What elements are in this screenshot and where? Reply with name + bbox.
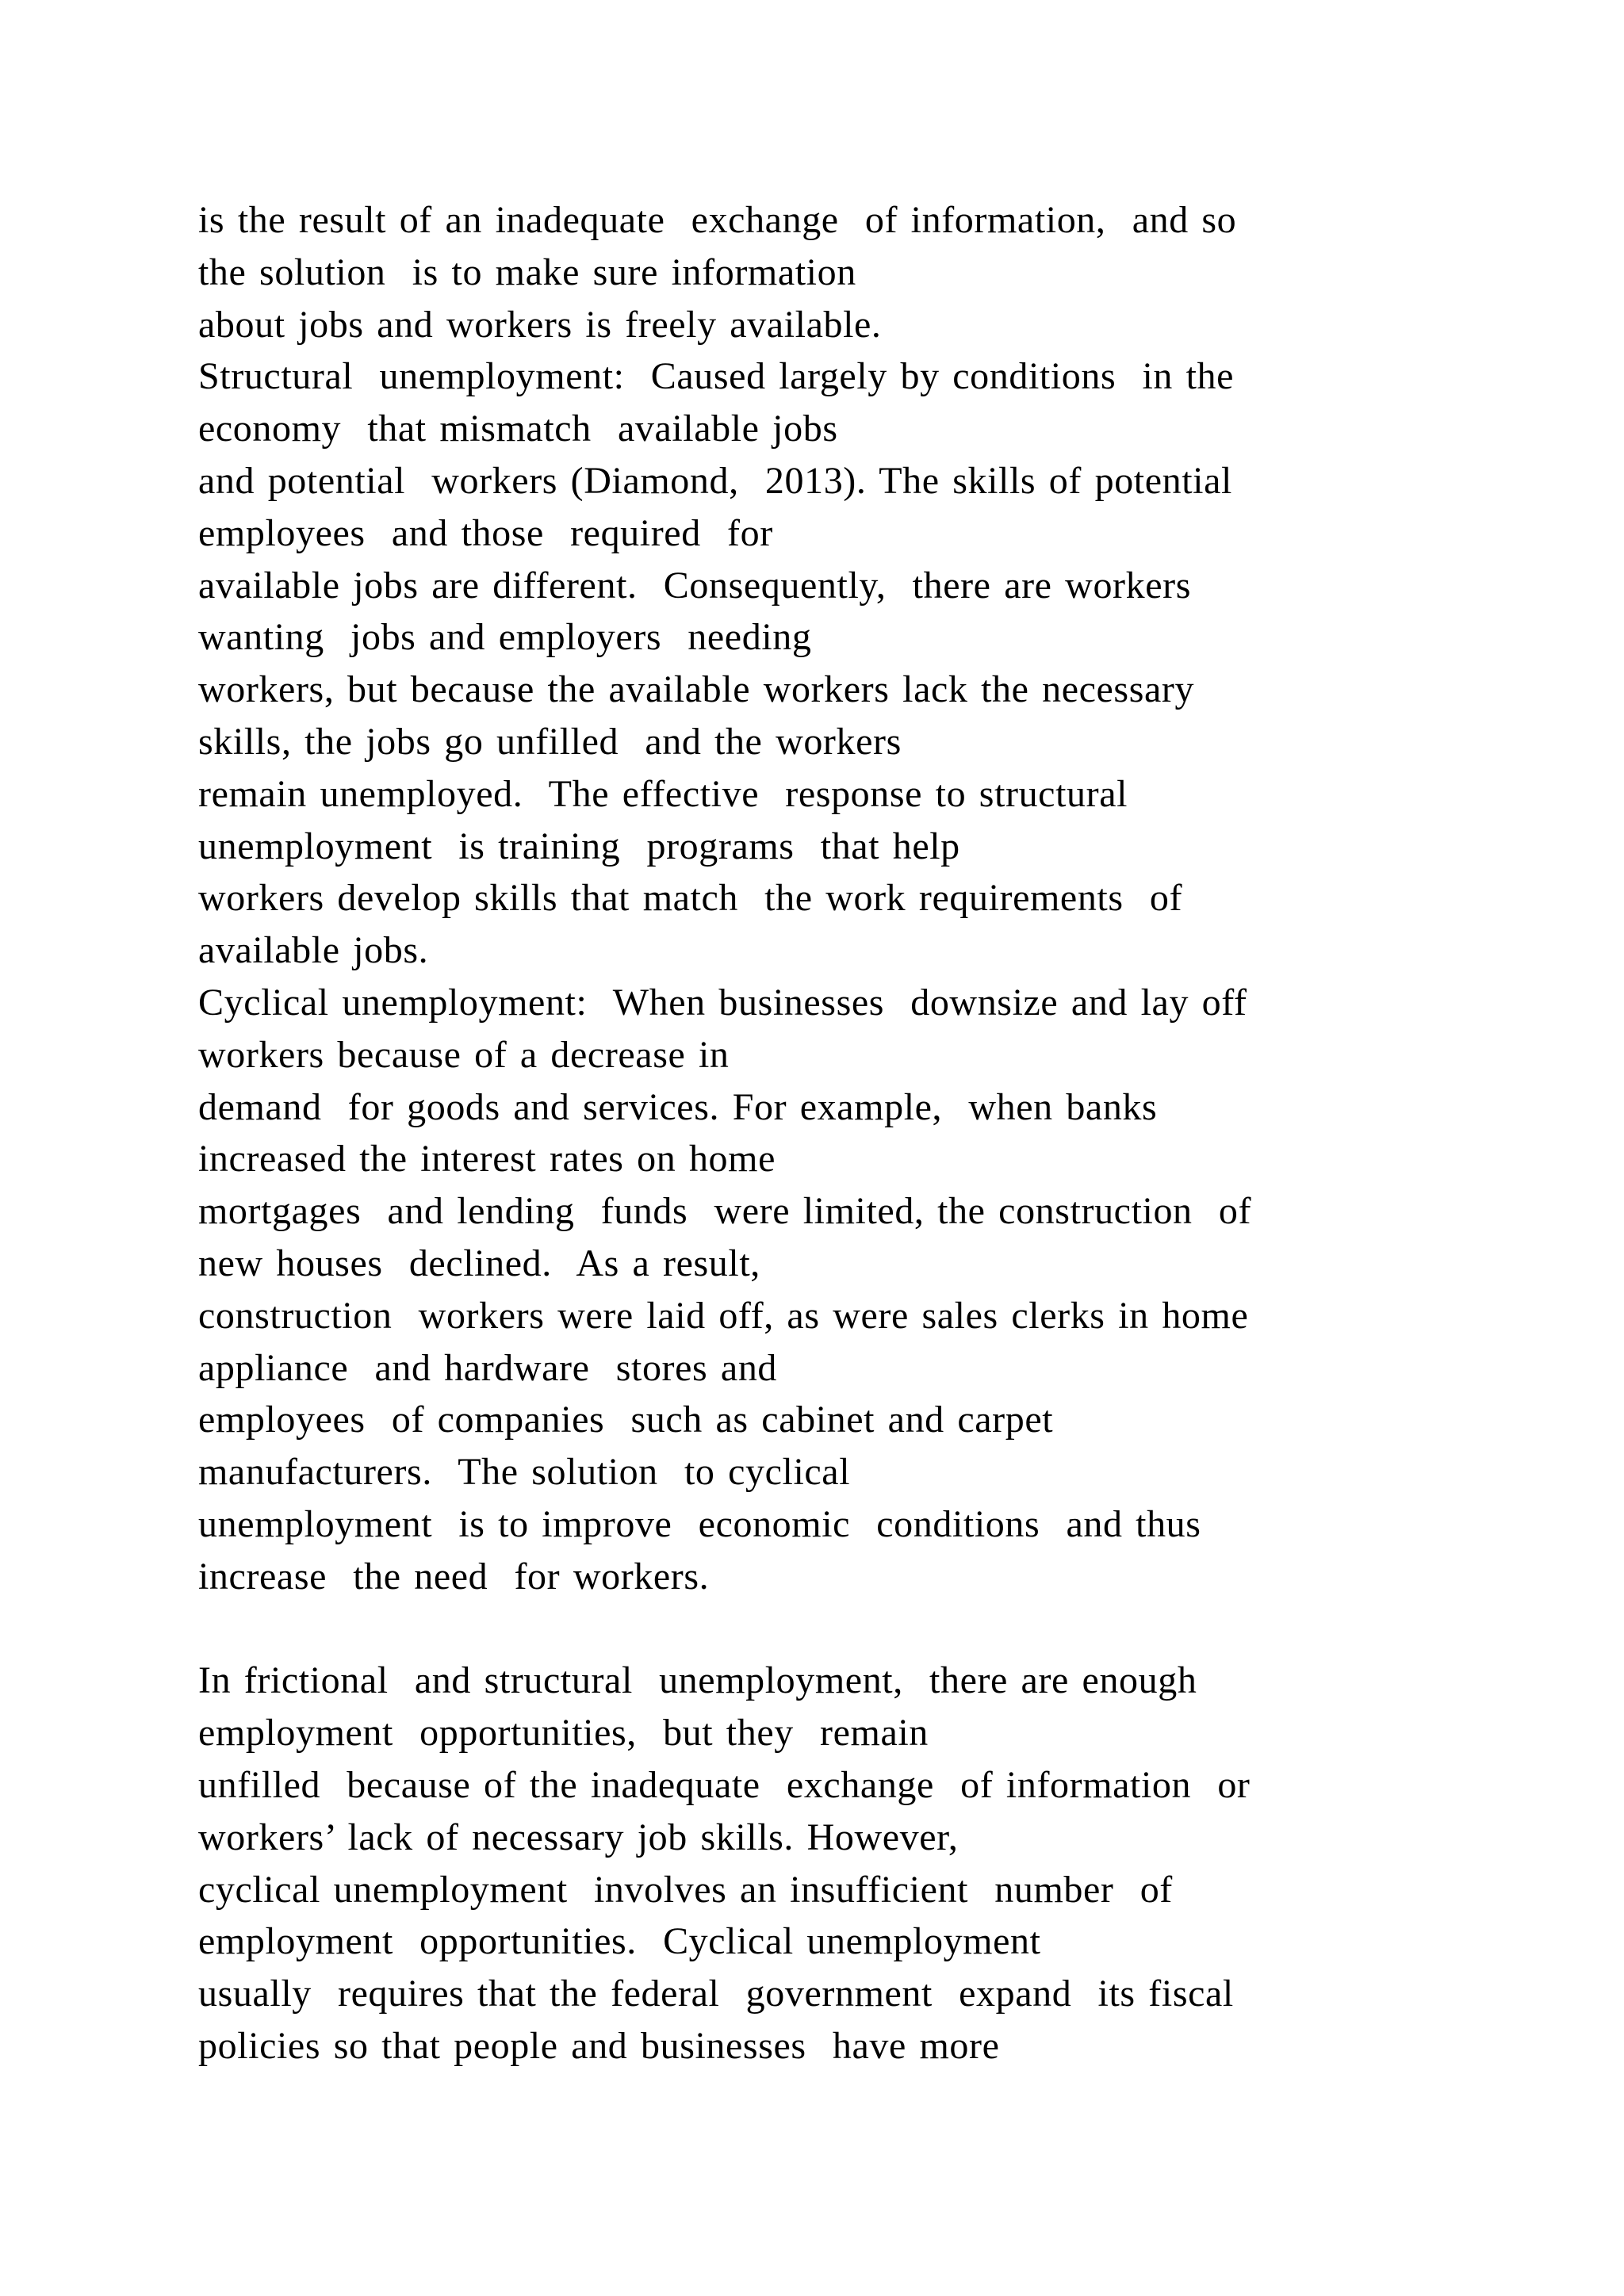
text-line: unemployment is to improve economic conditions and thus (198, 1502, 1201, 1545)
text-line: workers’ lack of necessary job skills. However, (198, 1816, 959, 1858)
text-line: policies so that people and businesses have more (198, 2024, 1000, 2067)
text-line: economy that mismatch available jobs (198, 408, 838, 450)
text-line: employment opportunities, but they remain (198, 1712, 929, 1755)
text-line: increased the interest rates on home (198, 1138, 776, 1181)
text-line: workers because of a decrease in (198, 1033, 730, 1076)
text-line: about jobs and workers is freely available. (198, 303, 882, 346)
text-line: the solution is to make sure information (198, 251, 856, 293)
paragraph-1 (198, 194, 1499, 1603)
text-line: workers develop skills that match the work requirements of (198, 877, 1183, 920)
text-line: Structural unemployment: Caused largely by conditions in the (198, 355, 1235, 398)
text-line: employees and those required for (198, 511, 773, 554)
text-line: workers, but because the available workers lack the necessary (198, 668, 1195, 711)
text-line: skills, the jobs go unfilled and the workers (198, 720, 902, 763)
text-line: new houses declined. As a result, (198, 1242, 760, 1284)
text-line: mortgages and lending funds were limited, the construction of (198, 1190, 1252, 1233)
text-line: available jobs. (198, 929, 429, 972)
text-line: In frictional and structural unemployment, there are enough (198, 1659, 1197, 1702)
paragraph-spacer (198, 1603, 1499, 1655)
text-line: unemployment is training programs that help (198, 825, 960, 867)
text-line: appliance and hardware stores and (198, 1346, 778, 1389)
text-line: and potential workers (Diamond, 2013). The skills of potential (198, 459, 1232, 502)
text-line: manufacturers. The solution to cyclical (198, 1451, 851, 1494)
text-line: increase the need for workers. (198, 1555, 710, 1598)
text-line: employees of companies such as cabinet and carpet (198, 1399, 1054, 1441)
text-line: Cyclical unemployment: When businesses downsize and lay off (198, 981, 1247, 1024)
text-line: employment opportunities. Cyclical unemployment (198, 1920, 1041, 1963)
paragraph-2 (198, 1655, 1499, 2072)
text-line: is the result of an inadequate exchange of information, and so (198, 199, 1237, 241)
text-line: unfilled because of the inadequate exchange of information or (198, 1763, 1251, 1806)
text-line: construction workers were laid off, as were sales clerks in home (198, 1294, 1249, 1337)
text-line: wanting jobs and employers needing (198, 616, 812, 659)
text-line: demand for goods and services. For example, when banks (198, 1085, 1158, 1128)
text-line: available jobs are different. Consequently, there are workers (198, 564, 1192, 607)
text-line: usually requires that the federal government expand its fiscal (198, 1973, 1234, 2015)
text-line: cyclical unemployment involves an insufficient number of (198, 1868, 1173, 1911)
document-body (198, 194, 1499, 2072)
text-line: remain unemployed. The effective response to structural (198, 772, 1128, 815)
